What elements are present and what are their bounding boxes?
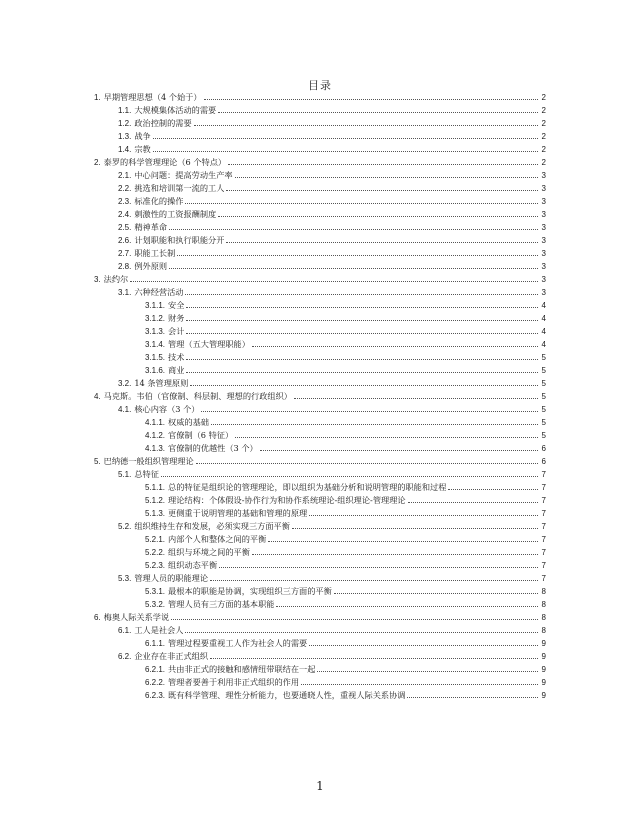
toc-dot-leader [228,164,538,165]
toc-entry-number: 3. [94,275,101,284]
toc-entry[interactable] [94,259,546,272]
toc-entry-number: 5.1.3. [145,509,166,518]
toc-dot-leader [235,177,538,178]
toc-entry-label: 大规模集体活动的需要 [134,105,217,115]
toc-entry-label: 中心问题：提高劳动生产率 [134,170,233,180]
toc-entry-number: 6. [94,613,101,622]
toc-dot-leader [169,268,538,269]
toc-entry-label: 总特征 [134,469,159,479]
table-of-contents [94,90,546,701]
toc-entry-page: 7 [541,535,546,544]
toc-entry-label: 六种经营活动 [134,287,184,297]
toc-dot-leader [201,411,538,412]
toc-entry-label: 商业 [168,365,185,375]
toc-entry[interactable] [94,597,546,610]
toc-entry-label: 例外原则 [134,261,168,271]
toc-dot-leader [218,112,538,113]
toc-title: 目录 [308,79,332,92]
toc-entry-label: 巴纳德一般组织管理理论 [103,456,194,466]
toc-dot-leader [276,606,538,607]
toc-entry-label: 职能工长制 [134,248,176,258]
toc-entry-label: 标准化的操作 [134,196,184,206]
toc-entry-page: 5 [541,379,546,388]
toc-entry[interactable] [94,441,546,454]
toc-entry-label: 政治控制的需要 [134,118,192,128]
toc-entry-number: 5.1.1. [145,483,166,492]
toc-entry-label: 挑选和培训第一流的工人 [134,183,225,193]
toc-entry-page: 5 [541,392,546,401]
toc-entry[interactable] [94,311,546,324]
toc-dot-leader [194,125,538,126]
toc-dot-leader [292,528,538,529]
toc-entry-label: 既有科学管理、理性分析能力，也要通晓人性，重视人际关系协调 [168,690,406,700]
toc-entry-page: 4 [541,301,546,310]
toc-dot-leader [268,541,538,542]
toc-entry-page: 3 [541,197,546,206]
toc-entry-number: 2.3. [118,197,132,206]
toc-entry-number: 4.1.3. [145,444,166,453]
toc-entry-label: 刺激性的工资报酬制度 [134,209,217,219]
toc-dot-leader [309,645,538,646]
toc-dot-leader [448,489,538,490]
toc-entry-label: 管理过程要重视工人作为社会人的需要 [168,638,308,648]
toc-entry-label: 最根本的职能是协调，实现组织三方面的平衡 [168,586,332,596]
toc-entry-page: 6 [541,444,546,453]
toc-entry-label: 总的特征是组织论的管理理论，即以组织为基础分析和说明管理的职能和过程 [168,482,447,492]
toc-entry-page: 2 [541,145,546,154]
toc-entry[interactable] [94,129,546,142]
toc-entry-number: 3.2. [118,379,132,388]
toc-entry-label: 核心内容（3 个） [134,404,200,414]
toc-entry-page: 6 [541,457,546,466]
toc-entry-number: 6.2.1. [145,665,166,674]
toc-entry-number: 5.2.1. [145,535,166,544]
toc-entry-page: 9 [541,691,546,700]
toc-entry-number: 6.2.2. [145,678,166,687]
toc-entry-label: 官僚制（6 特征） [168,430,234,440]
toc-entry[interactable] [94,298,546,311]
toc-dot-leader [177,255,538,256]
toc-dot-leader [190,385,538,386]
toc-entry-page: 5 [541,431,546,440]
toc-entry-label: 管理人员有三方面的基本职能 [168,599,275,609]
toc-entry[interactable] [94,545,546,558]
toc-entry-number: 5.3. [118,574,132,583]
toc-entry-number: 4.1.1. [145,418,166,427]
toc-entry-page: 9 [541,652,546,661]
toc-entry-number: 2. [94,158,101,167]
toc-dot-leader [186,307,538,308]
toc-entry-label: 管理者要善于利用非正式组织的作用 [168,677,300,687]
toc-entry[interactable] [94,90,546,103]
toc-dot-leader [252,346,538,347]
toc-dot-leader [204,99,538,100]
toc-entry[interactable] [94,324,546,337]
toc-dot-leader [186,372,538,373]
toc-entry-page: 9 [541,678,546,687]
toc-entry-number: 1.1. [118,106,132,115]
toc-entry-label: 泰罗的科学管理理论（6 个特点） [103,157,227,167]
toc-entry-number: 2.7. [118,249,132,258]
toc-entry[interactable] [94,337,546,350]
toc-entry-page: 3 [541,236,546,245]
toc-dot-leader [186,359,538,360]
toc-entry-number: 5.3.1. [145,587,166,596]
toc-dot-leader [252,554,538,555]
toc-entry[interactable] [94,428,546,441]
toc-entry-number: 3.1.5. [145,353,166,362]
toc-entry[interactable] [94,493,546,506]
toc-entry[interactable] [94,246,546,259]
toc-dot-leader [169,229,538,230]
toc-entry[interactable] [94,363,546,376]
toc-entry-label: 管理人员的职能理论 [134,573,209,583]
toc-entry-page: 7 [541,574,546,583]
toc-entry-page: 8 [541,626,546,635]
toc-entry[interactable] [94,532,546,545]
toc-entry-page: 8 [541,613,546,622]
toc-dot-leader [408,502,538,503]
toc-entry-page: 7 [541,470,546,479]
toc-entry[interactable] [94,285,546,298]
toc-entry-page: 7 [541,522,546,531]
toc-entry[interactable] [94,688,546,701]
toc-entry-page: 2 [541,106,546,115]
toc-entry-label: 宗教 [134,144,151,154]
toc-entry-label: 内部个人和整体之间的平衡 [168,534,267,544]
toc-dot-leader [260,450,538,451]
toc-entry-label: 技术 [168,352,185,362]
toc-entry-page: 3 [541,184,546,193]
toc-entry-number: 6.1. [118,626,132,635]
toc-entry[interactable] [94,519,546,532]
toc-entry[interactable] [94,207,546,220]
toc-dot-leader [153,151,538,152]
toc-entry[interactable] [94,350,546,363]
toc-entry-label: 管理（五大管理职能） [168,339,250,349]
toc-dot-leader [301,684,538,685]
toc-entry-page: 2 [541,158,546,167]
toc-dot-leader [226,190,538,191]
toc-dot-leader [219,567,538,568]
toc-entry-number: 2.6. [118,236,132,245]
toc-dot-leader [210,580,538,581]
toc-entry-label: 战争 [134,131,151,141]
toc-entry-page: 5 [541,418,546,427]
toc-entry-page: 5 [541,366,546,375]
toc-dot-leader [226,242,538,243]
toc-entry[interactable] [94,402,546,415]
toc-dot-leader [185,203,538,204]
toc-entry-label: 官僚制的优越性（3 个） [168,443,258,453]
toc-entry-page: 3 [541,262,546,271]
toc-entry-page: 3 [541,171,546,180]
toc-entry-label: 财务 [168,313,185,323]
toc-entry[interactable] [94,662,546,675]
toc-entry-number: 2.2. [118,184,132,193]
toc-dot-leader [309,515,538,516]
toc-entry-number: 4.1.2. [145,431,166,440]
toc-entry[interactable] [94,636,546,649]
toc-entry-page: 3 [541,210,546,219]
toc-entry[interactable] [94,610,546,623]
toc-entry-page: 3 [541,275,546,284]
toc-entry[interactable] [94,480,546,493]
toc-entry[interactable] [94,675,546,688]
toc-entry-label: 会计 [168,326,185,336]
toc-entry[interactable] [94,415,546,428]
toc-dot-leader [317,671,538,672]
toc-entry-number: 6.1.1. [145,639,166,648]
toc-entry-page: 2 [541,132,546,141]
toc-entry-number: 2.4. [118,210,132,219]
toc-entry-number: 3.1.2. [145,314,166,323]
toc-entry-number: 2.5. [118,223,132,232]
toc-dot-leader [161,476,538,477]
toc-entry-label: 共由非正式的接触和感情纽带联结在一起 [168,664,316,674]
toc-entry-page: 9 [541,665,546,674]
toc-entry-page: 7 [541,561,546,570]
toc-entry-page: 8 [541,587,546,596]
toc-entry-page: 2 [541,93,546,102]
toc-entry-number: 1. [94,93,101,102]
toc-entry[interactable] [94,506,546,519]
toc-entry[interactable] [94,571,546,584]
toc-entry-page: 5 [541,353,546,362]
toc-entry-page: 3 [541,249,546,258]
toc-entry[interactable] [94,103,546,116]
toc-dot-leader [218,216,538,217]
toc-dot-leader [153,138,538,139]
toc-entry-number: 1.2. [118,119,132,128]
toc-entry-number: 3.1.1. [145,301,166,310]
toc-entry[interactable] [94,623,546,636]
toc-entry[interactable] [94,467,546,480]
toc-dot-leader [130,281,538,282]
toc-dot-leader [186,333,538,334]
toc-entry-number: 6.2.3. [145,691,166,700]
toc-dot-leader [186,320,538,321]
toc-dot-leader [334,593,538,594]
toc-entry[interactable] [94,194,546,207]
toc-entry[interactable] [94,116,546,129]
toc-entry-label: 更侧重于说明管理的基础和管理的原理 [168,508,308,518]
toc-dot-leader [407,697,538,698]
toc-entry-number: 3.1.6. [145,366,166,375]
toc-entry-number: 5.1.2. [145,496,166,505]
toc-entry-label: 理论结构：个体假设-协作行为和协作系统理论-组织理论-管理理论 [168,495,406,505]
toc-entry[interactable] [94,454,546,467]
toc-dot-leader [171,619,538,620]
toc-entry-label: 安全 [168,300,185,310]
toc-entry[interactable] [94,220,546,233]
toc-entry[interactable] [94,558,546,571]
toc-dot-leader [210,658,538,659]
toc-entry-number: 5.2.3. [145,561,166,570]
toc-entry-label: 马克斯。韦伯（官僚制、科层制、理想的行政组织） [103,391,292,401]
toc-entry-page: 3 [541,223,546,232]
toc-entry-label: 早期管理思想（4 个始于） [103,92,202,102]
toc-entry-label: 计划职能和执行职能分开 [134,235,225,245]
toc-entry-number: 3.1. [118,288,132,297]
toc-entry-page: 7 [541,483,546,492]
toc-entry-page: 4 [541,314,546,323]
toc-entry-number: 4. [94,392,101,401]
toc-dot-leader [185,294,538,295]
toc-entry-label: 14 条管理原则 [134,378,189,388]
toc-entry[interactable] [94,376,546,389]
toc-entry-page: 7 [541,496,546,505]
toc-entry-label: 组织维持生存和发展，必须实现三方面平衡 [134,521,290,531]
toc-entry-number: 2.1. [118,171,132,180]
toc-entry-number: 5.2. [118,522,132,531]
toc-entry-label: 组织与环境之间的平衡 [168,547,250,557]
toc-entry[interactable] [94,584,546,597]
toc-entry-page: 2 [541,119,546,128]
toc-entry-number: 5.2.2. [145,548,166,557]
toc-dot-leader [196,463,538,464]
toc-entry-label: 企业存在非正式组织 [134,651,209,661]
toc-entry[interactable] [94,168,546,181]
toc-entry-number: 5.3.2. [145,600,166,609]
toc-dot-leader [185,632,538,633]
toc-entry-number: 3.1.4. [145,340,166,349]
toc-entry[interactable] [94,272,546,285]
toc-entry-number: 5.1. [118,470,132,479]
toc-entry[interactable] [94,649,546,662]
toc-entry-number: 6.2. [118,652,132,661]
page-number-footer: 1 [316,779,324,793]
toc-entry-number: 1.4. [118,145,132,154]
toc-entry[interactable] [94,181,546,194]
toc-entry-page: 8 [541,600,546,609]
toc-entry-label: 组织动态平衡 [168,560,218,570]
toc-entry-page: 7 [541,548,546,557]
toc-entry-page: 3 [541,288,546,297]
toc-entry-label: 法约尔 [103,274,129,284]
toc-entry-number: 5. [94,457,101,466]
toc-dot-leader [211,424,538,425]
toc-entry-number: 2.8. [118,262,132,271]
toc-entry-page: 9 [541,639,546,648]
toc-entry[interactable] [94,142,546,155]
toc-entry[interactable] [94,155,546,168]
toc-entry-page: 4 [541,340,546,349]
toc-entry-page: 5 [541,405,546,414]
toc-entry[interactable] [94,389,546,402]
toc-entry-page: 7 [541,509,546,518]
toc-entry-number: 3.1.3. [145,327,166,336]
toc-entry-label: 工人是社会人 [134,625,184,635]
toc-entry[interactable] [94,233,546,246]
toc-dot-leader [294,398,538,399]
toc-entry-label: 权威的基础 [168,417,209,427]
toc-entry-page: 4 [541,327,546,336]
toc-entry-number: 1.3. [118,132,132,141]
toc-entry-label: 梅奥人际关系学说 [103,612,170,622]
toc-entry-label: 精神革命 [134,222,168,232]
toc-dot-leader [235,437,538,438]
toc-entry-number: 4.1. [118,405,132,414]
